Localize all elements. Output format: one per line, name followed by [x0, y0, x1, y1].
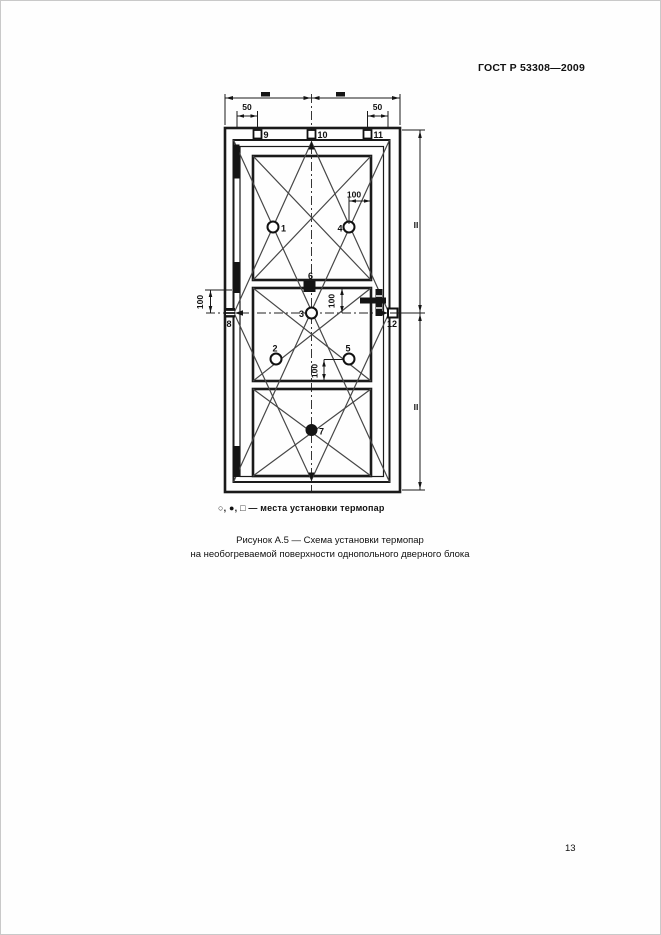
dim-100-p5-lines [324, 360, 343, 382]
arrow-h-mid-up [418, 305, 422, 312]
arrow-h-mid-down [418, 314, 422, 321]
arrow-width-center-left [304, 96, 311, 100]
thermocouple-2-circle [271, 354, 282, 365]
dim-50-left-lines [237, 111, 258, 127]
point-3-label: 3 [298, 309, 304, 319]
point-7-label: 7 [319, 426, 325, 437]
dim-height-lower-label: II [413, 402, 419, 412]
hinge-top [233, 145, 240, 179]
dim-100-left-label: 100 [195, 294, 205, 310]
thermocouple-10-square [308, 130, 316, 139]
dim-50-right-lines [368, 111, 389, 127]
arrow-width-right [392, 96, 399, 100]
thermocouple-6-square [304, 281, 316, 292]
arrow-50r-a [368, 114, 374, 117]
point-6-label: 6 [308, 271, 314, 281]
arrow-100c-up [340, 289, 344, 295]
thermocouple-3-circle [306, 308, 317, 319]
arrow-50r-b [381, 114, 387, 117]
arrow-100p4-left [350, 199, 356, 202]
arrow-h-bottom [418, 482, 422, 489]
arrow-100l-up [209, 291, 213, 297]
page-number: 13 [565, 843, 576, 854]
dim-height-upper-label: II [413, 220, 419, 230]
thermocouple-7-filled-circle [306, 424, 318, 436]
arrow-50l-b [251, 114, 257, 117]
thermocouple-11-square [364, 130, 372, 139]
point-4-label: 4 [337, 223, 343, 234]
thermocouple-9-square [254, 130, 262, 139]
hinge-middle [233, 262, 240, 293]
arrow-100l-down [209, 306, 213, 312]
thermocouple-1-circle [268, 222, 279, 233]
hinge-bottom [233, 446, 240, 477]
dim-label-blob-right [336, 92, 345, 97]
dim-100-center-label: 100 [326, 293, 337, 309]
figure-caption-line1: Рисунок А.5 — Схема установки термопар [236, 535, 424, 546]
arrow-50l-a [238, 114, 244, 117]
arrow-100p4-right [364, 199, 370, 202]
point-5-label: 5 [345, 343, 351, 354]
point-2-label: 2 [272, 343, 278, 354]
dim-label-blob-left [261, 92, 270, 97]
dim-50-right-label: 50 [372, 102, 383, 112]
figure-caption [80, 534, 580, 562]
point-12-label: 12 [387, 319, 398, 329]
point-10-label: 10 [317, 130, 328, 140]
arrow-width-left [226, 96, 233, 100]
dim-100-point5-label: 100 [309, 363, 320, 379]
thermocouple-legend: ○, ●, □ — места установки термопар [218, 503, 385, 513]
figure-caption-line2: на необогреваемой поверхности однопольного дверного блока [190, 549, 470, 560]
point-8-label: 8 [226, 319, 232, 329]
arrow-h-top [418, 131, 422, 138]
dim-50-left [237, 102, 258, 127]
thermocouple-8-square [226, 308, 236, 318]
door-lock-body [376, 289, 383, 316]
point-1-label: 1 [281, 223, 287, 234]
standard-header: ГОСТ Р 53308—2009 [477, 62, 585, 74]
arrow-width-center-right [313, 96, 320, 100]
dim-100-point4-label: 100 [346, 189, 362, 200]
arrow-100p5-up [322, 360, 326, 366]
thermocouple-5-circle [344, 354, 355, 365]
point-9-label: 9 [263, 130, 269, 140]
arrow-100p5-down [322, 374, 326, 380]
point-11-label: 11 [373, 130, 384, 140]
dim-50-right [368, 102, 389, 127]
dim-50-left-label: 50 [242, 102, 252, 112]
diamond-arrow-left [235, 310, 243, 316]
